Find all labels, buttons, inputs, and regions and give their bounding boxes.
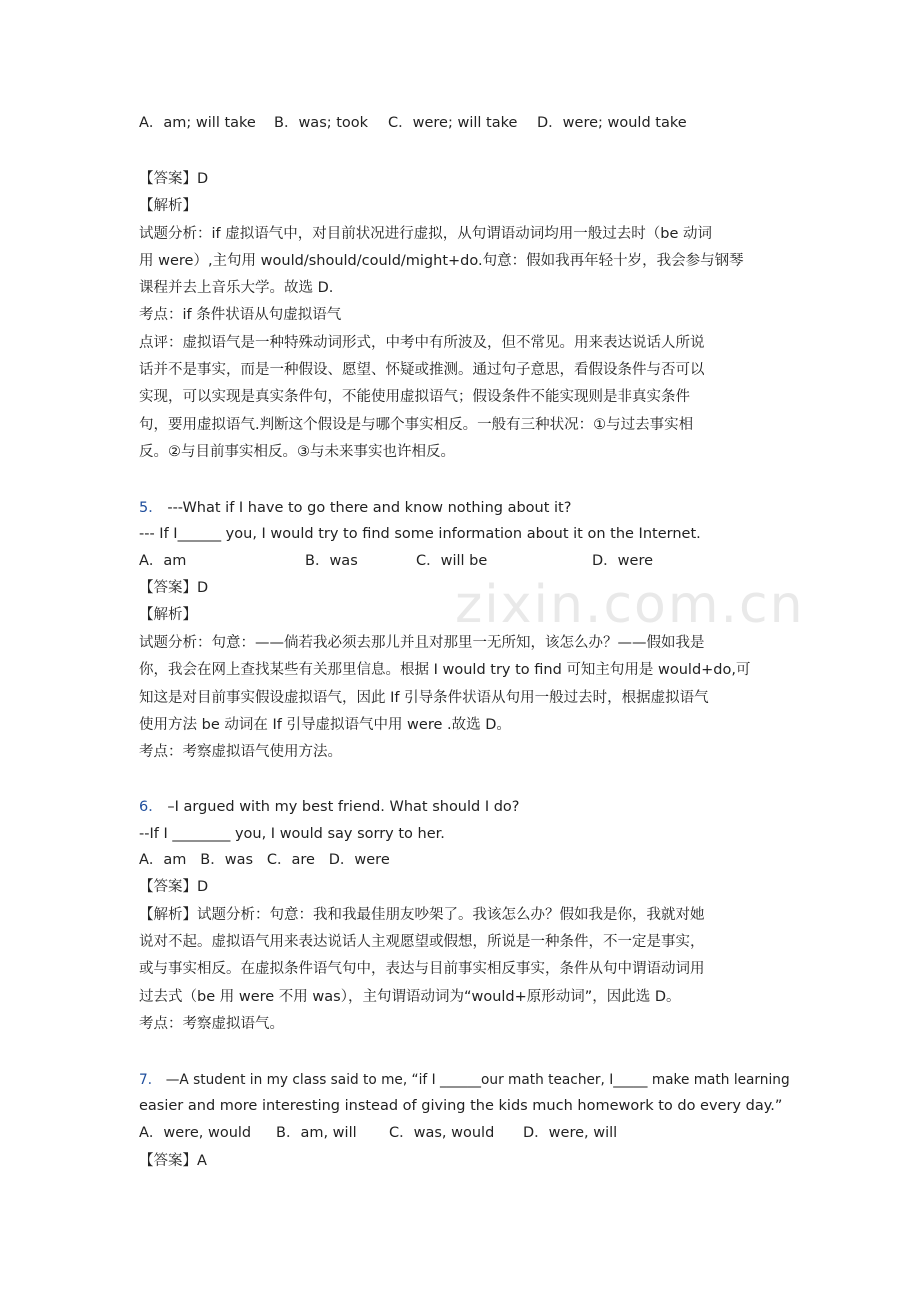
q7-option-a: A．were, would <box>139 1125 252 1141</box>
q5-answer: 【答案】D <box>139 580 209 596</box>
q6-number: 6． <box>139 799 163 815</box>
q7-stem-2: easier and more interesting instead of giving the kids much homework to do every day.” <box>139 1098 783 1114</box>
q4-answer: 【答案】D <box>139 171 209 187</box>
q5-option-c: C．will be <box>416 553 488 569</box>
q7-option-b: B．am, will <box>276 1125 357 1141</box>
q4-option-d: D．were; would take <box>537 115 687 131</box>
q7-stem <box>139 1070 790 1090</box>
q4-comment-line: 句，要用虚拟语气.判断这个假设是与哪个事实相反。一般有三种状况：①与过去事实相 <box>139 417 694 433</box>
q5-option-d: D．were <box>592 553 654 569</box>
q6-analysis-line: 说对不起。虚拟语气用来表达说话人主观愿望或假想，所说是一种条件，不一定是事实， <box>139 934 705 950</box>
q5-option-b: B．was <box>305 553 358 569</box>
q4-kaodian: 考点：if 条件状语从句虚拟语气 <box>139 307 342 323</box>
q4-comment-line: 反。②与目前事实相反。③与未来事实也许相反。 <box>139 444 455 460</box>
q5-number: 5． <box>139 500 163 516</box>
q6-stem <box>139 797 520 817</box>
q5-stem-2: --- If I______ you, I would try to find some information about it on the Internet. <box>139 526 701 542</box>
q5-analysis-line: 你，我会在网上查找某些有关那里信息。根据 I would try to find 可知主句用是 would+do,可 <box>139 662 751 678</box>
q4-comment-line: 点评：虚拟语气是一种特殊动词形式，中考中有所波及，但不常见。用来表达说话人所说 <box>139 335 705 351</box>
q6-answer: 【答案】D <box>139 879 209 895</box>
q4-analysis-head: 【解析】 <box>139 198 197 214</box>
q5-analysis-line: 试题分析：句意：——倘若我必须去那儿并且对那里一无所知，该怎么办？——假如我是 <box>139 635 705 651</box>
q4-option-b: B．was; took <box>274 115 369 131</box>
q6-analysis-line: 【解析】试题分析：句意：我和我最佳朋友吵架了。我该怎么办？假如我是你，我就对她 <box>139 907 705 923</box>
q4-comment-line: 实现，可以实现是真实条件句，不能使用虚拟语气；假设条件不能实现则是非真实条件 <box>139 389 690 405</box>
q4-analysis-line: 试题分析：if 虚拟语气中，对目前状况进行虚拟，从句谓语动词均用一般过去时（be 动词 <box>139 226 712 242</box>
q4-analysis-line: 课程并去上音乐大学。故选 D. <box>139 280 334 296</box>
q4-comment-line: 话并不是事实，而是一种假设、愿望、怀疑或推测。通过句子意思，看假设条件与否可以 <box>139 362 705 378</box>
q7-option-c: C．was, would <box>389 1125 495 1141</box>
q6-kaodian: 考点：考察虚拟语气。 <box>139 1016 284 1032</box>
q7-option-d: D．were, will <box>523 1125 618 1141</box>
q4-option-c: C．were; will take <box>388 115 518 131</box>
q6-options: A．am B．was C．are D．were <box>139 852 390 868</box>
q6-analysis-line: 或与事实相反。在虚拟条件语气句中，表达与目前事实相反事实，条件从句中谓语动词用 <box>139 961 705 977</box>
q5-analysis-line: 知这是对目前事实假设虚拟语气，因此 If 引导条件状语从句用一般过去时，根据虚拟语气 <box>139 690 709 706</box>
q7-answer: 【答案】A <box>139 1153 207 1169</box>
q5-stem-text: ---What if I have to go there and know nothing about it? <box>167 500 572 516</box>
q5-analysis-line: 使用方法 be 动词在 If 引导虚拟语气中用 were .故选 D。 <box>139 717 511 733</box>
q5-analysis-head: 【解析】 <box>139 607 197 623</box>
q7-stem-text: —A student in my class said to me, “if I ______our math teacher, I_____ make math learning <box>165 1072 790 1088</box>
q4-analysis-line: 用 were）,主句用 would/should/could/might+do.句意：假如我再年轻十岁，我会参与钢琴 <box>139 253 744 269</box>
q6-stem-2: --If I ________ you, I would say sorry to her. <box>139 826 445 842</box>
q4-option-a: A．am; will take <box>139 115 256 131</box>
q5-stem <box>139 498 571 518</box>
q5-kaodian: 考点：考察虚拟语气使用方法。 <box>139 744 342 760</box>
q5-option-a: A．am <box>139 553 187 569</box>
watermark: zixin.com.cn <box>455 575 805 635</box>
q6-analysis-line: 过去式（be 用 were 不用 was），主句谓语动词为“would+原形动词”，因此选 D。 <box>139 989 681 1005</box>
q6-stem-text: –I argued with my best friend. What should I do? <box>167 799 520 815</box>
q7-number: 7． <box>139 1072 162 1088</box>
